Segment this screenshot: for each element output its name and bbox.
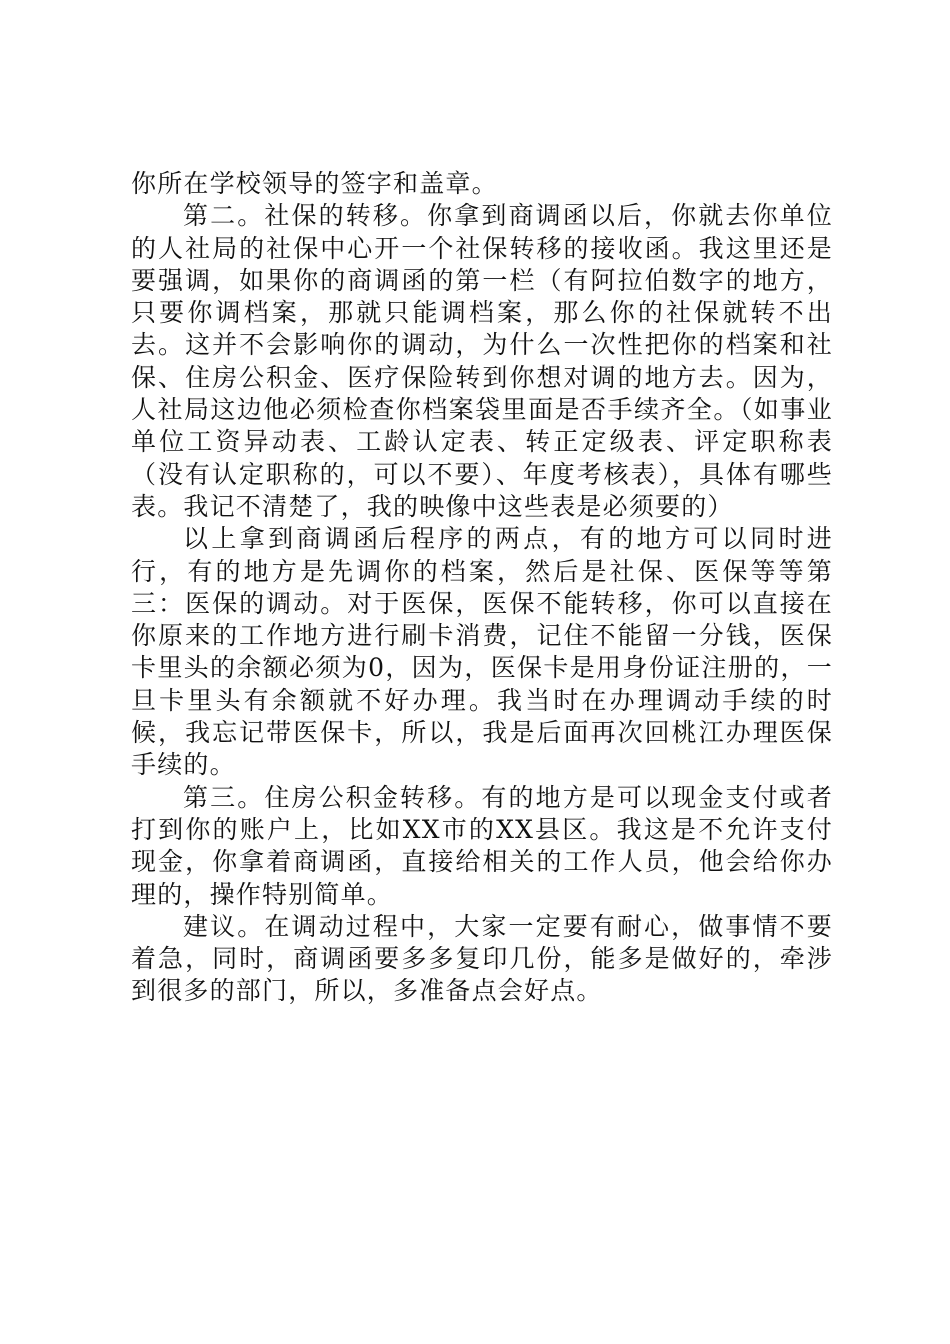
paragraph-housing-fund: 第三。住房公积金转移。有的地方是可以现金支付或者打到你的账户上，比如XX市的XX县区。我这是不允许支付现金，你拿着商调函，直接给相关的工作人员，他会给你办理的，操作特别简单。 [131, 782, 833, 909]
paragraph-social-security: 第二。社保的转移。你拿到商调函以后，你就去你单位的人社局的社保中心开一个社保转移的接收函。我这里还是要强调，如果你的商调函的第一栏（有阿拉伯数字的地方，只要你调档案，那就只能调档案，那么你的社保就转不出去。这并不会影响你的调动，为什么一次性把你的档案和社保、住房公积金、医疗保险转到你想对调的地方去。因为，人社局这边他必须检查你档案袋里面是否手续齐全。（如事业单位工资异动表、工龄认定表、转正定级表、评定职称表（没有认定职称的，可以不要）、年度考核表），具体有哪些表。我记不清楚了，我的映像中这些表是必须要的） [131, 201, 833, 521]
document-body [131, 168, 833, 1008]
paragraph-medical-insurance: 以上拿到商调函后程序的两点，有的地方可以同时进行，有的地方是先调你的档案，然后是社保、医保等等第三：医保的调动。对于医保，医保不能转移，你可以直接在你原来的工作地方进行刷卡消费，记住不能留一分钱，医保卡里头的余额必须为0，因为，医保卡是用身份证注册的，一旦卡里头有余额就不好办理。我当时在办理调动手续的时候，我忘记带医保卡，所以，我是后面再次回桃江办理医保手续的。 [131, 524, 833, 780]
paragraph-suggestion: 建议。在调动过程中，大家一定要有耐心，做事情不要着急，同时，商调函要多多复印几份，能多是做好的，牵涉到很多的部门，所以，多准备点会好点。 [131, 911, 833, 1006]
paragraph-continuation: 你所在学校领导的签字和盖章。 [131, 169, 498, 198]
